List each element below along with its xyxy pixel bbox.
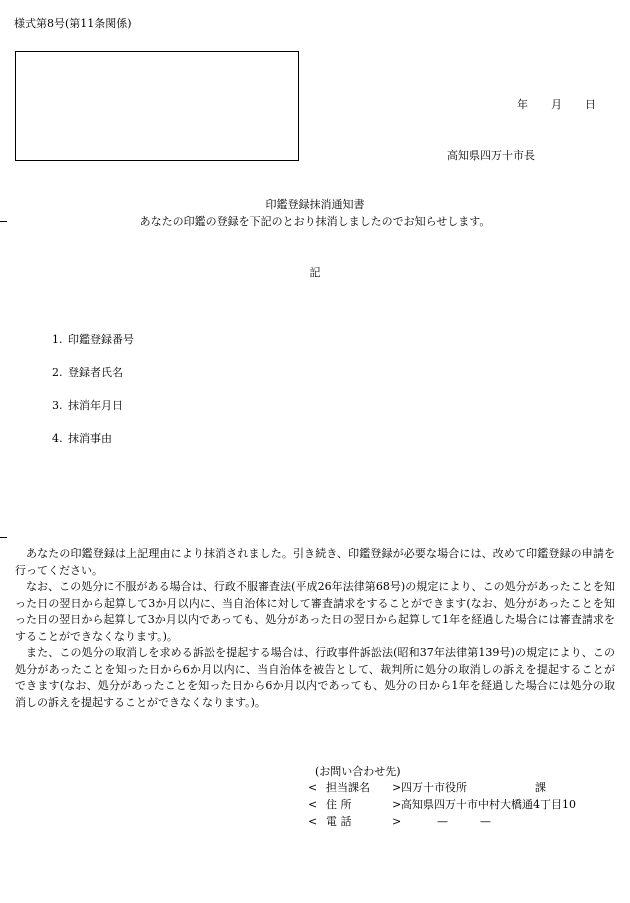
- bracket-close: >: [392, 781, 402, 794]
- contact-value: 高知県四万十市中村大橋通4丁目10: [401, 798, 576, 811]
- contact-row-address: [308, 798, 576, 811]
- date-day: 日: [585, 98, 596, 111]
- fold-mark-bottom: [0, 537, 7, 538]
- phone-separator: —: [437, 815, 448, 828]
- item-cancellation-reason: [52, 432, 112, 445]
- item-number: 2.: [52, 366, 63, 379]
- item-number: 4.: [52, 432, 63, 445]
- bracket-close: >: [392, 815, 402, 828]
- form-number: 様式第8号(第11条関係): [14, 17, 132, 30]
- bracket-close: >: [392, 798, 402, 811]
- date-month: 月: [551, 98, 562, 111]
- address-box: [15, 51, 299, 161]
- paragraph: あなたの印鑑登録は上記理由により抹消されました。引き続き、印鑑登録が必要な場合には、改めて印鑑登録の申請を行ってください。: [15, 547, 615, 577]
- bracket-open: <: [308, 798, 318, 811]
- fold-mark-top: [0, 221, 7, 222]
- contact-label: 電 話: [326, 815, 352, 828]
- date-line: [517, 98, 596, 111]
- item-label: 印鑑登録番号: [68, 333, 134, 346]
- paragraph: また、この処分の取消しを求める訴訟を提起する場合は、行政事件訴訟法(昭和37年法律第139号)の規定により、この処分があったことを知った日から6か月以内に、当自治体を被告として、裁判所に処分の取消しの訴えを提起することができます(なお、処分があったことを知った日から6か月以内であっても、処分の日から1年を経過した場合には処分の取消しの訴えを提起することができなくなります。)。: [15, 646, 615, 709]
- phone-separator: —: [480, 815, 491, 828]
- item-number: 3.: [52, 399, 63, 412]
- item-registration-number: [52, 333, 134, 346]
- contact-value: 四万十市役所: [401, 781, 467, 794]
- bracket-open: <: [308, 815, 318, 828]
- item-number: 1.: [52, 333, 63, 346]
- document-intro: あなたの印鑑の登録を下記のとおり抹消しましたのでお知らせします。: [139, 215, 491, 228]
- department-suffix: 課: [535, 781, 546, 794]
- item-cancellation-date: [52, 399, 123, 412]
- issuer: 高知県四万十市長: [447, 149, 535, 162]
- item-label: 抹消年月日: [68, 399, 123, 412]
- document-title: 印鑑登録抹消通知書: [265, 198, 365, 211]
- ki-heading: 記: [309, 266, 321, 279]
- contact-heading: (お問い合わせ先): [315, 765, 401, 778]
- item-registrant-name: [52, 366, 123, 379]
- bracket-open: <: [308, 781, 318, 794]
- contact-row-department: [308, 781, 546, 794]
- item-label: 登録者氏名: [68, 366, 123, 379]
- item-label: 抹消事由: [68, 432, 112, 445]
- contact-label: 住 所: [326, 798, 352, 811]
- contact-label: 担当課名: [326, 781, 370, 794]
- contact-row-phone: [308, 815, 491, 828]
- body-text: [15, 546, 615, 711]
- date-year: 年: [517, 98, 528, 111]
- paragraph: なお、この処分に不服がある場合は、行政不服審査法(平成26年法律第68号)の規定により、この処分があったことを知った日の翌日から起算して3か月以内に、当自治体に対して審査請求をすることができます(なお、処分があったことを知った日の翌日から起算して3か月以内であっても、処分があった日の翌日から起算して1年を経過した場合には審査請求をすることができなくなります。)。: [15, 580, 615, 643]
